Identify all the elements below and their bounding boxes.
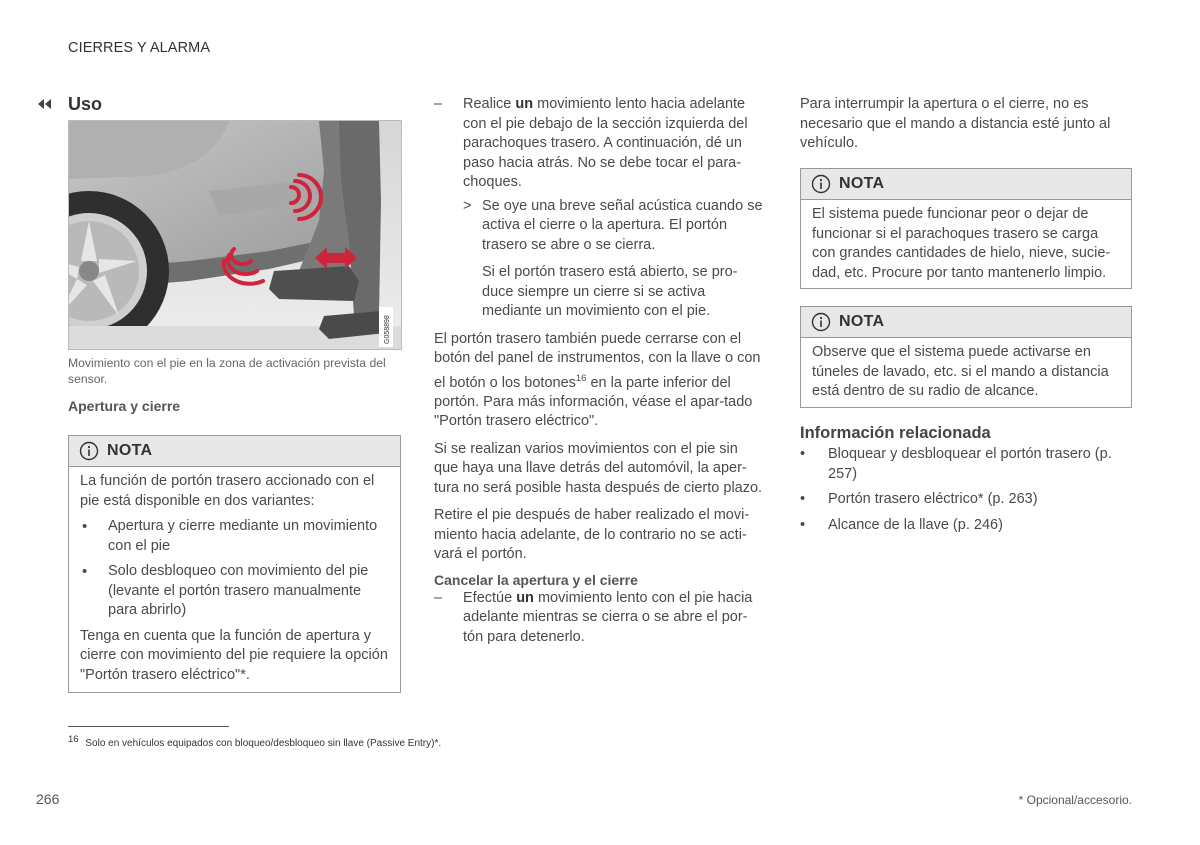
- section-heading: Uso: [68, 94, 103, 114]
- paragraph: Si se realizan varios movimientos con el pie sin que haya una llave detrás del automóvil, la aper-tura no será posible hasta después de cierto plazo.: [434, 440, 763, 496]
- footnote-ref[interactable]: 16: [575, 372, 587, 384]
- right-intro: Para interrumpir la apertura o el cierre, no es necesario que el mando a distancia esté junto al vehículo.: [800, 96, 1111, 151]
- section-header: CIERRES Y ALARMA: [68, 40, 211, 56]
- dash-mark: –: [434, 96, 443, 112]
- step-bold: un: [516, 589, 534, 606]
- para-text: El portón trasero también puede cerrarse con el botón del panel de instrumentos, con la llave o con el botón o los botones: [434, 330, 761, 391]
- footnote-text: Solo en vehículos equipados con bloqueo/desbloqueo sin llave (Passive Entry)*.: [85, 738, 442, 750]
- figure-caption: Movimiento con el pie en la zona de activación prevista del sensor.: [68, 356, 386, 386]
- info-icon: [811, 174, 831, 194]
- figure-code: G058898: [384, 315, 391, 344]
- footnote-number: 16: [68, 734, 79, 745]
- note-variant-list: [80, 517, 390, 621]
- paragraph: Retire el pie después de haber realizado el movi-miento hacia adelante, de lo contrario no se acti-vará el portón.: [434, 507, 750, 563]
- note-box-variants: [68, 435, 401, 693]
- step-text: Efectúe: [463, 589, 517, 606]
- para-text: en la parte inferior del portón. Para más información, véase el apar-tado "Portón trasero eléctrico".: [434, 374, 753, 430]
- step-text: movimiento lento con el pie hacia adelante mientras se cierra o se abre el por-tón para detenerlo.: [463, 589, 753, 645]
- optional-accessory-note: * Opcional/accesorio.: [1018, 793, 1132, 807]
- step-item: [434, 95, 764, 193]
- note-box-carwash: [800, 306, 1132, 408]
- list-item: • Apertura y cierre mediante un movimiento con el pie: [80, 517, 390, 556]
- subheading-apertura: Apertura y cierre: [68, 398, 181, 414]
- middle-column: [434, 95, 764, 647]
- related-link[interactable]: • Alcance de la llave (p. 246): [800, 516, 1130, 536]
- note-intro: La función de portón trasero accionado con el pie está disponible en dos variantes:: [80, 473, 375, 509]
- related-links-list: [800, 445, 1130, 541]
- paragraph: [434, 330, 764, 432]
- result-mark: >: [463, 197, 472, 214]
- dash-mark: –: [434, 589, 443, 606]
- note-header: [801, 307, 1131, 338]
- note-header: [69, 436, 400, 467]
- related-link[interactable]: • Bloquear y desbloquear el portón trasero (p. 257): [800, 445, 1130, 484]
- back-arrows-icon[interactable]: [36, 97, 54, 111]
- info-icon: [79, 441, 99, 461]
- step-bold: un: [515, 96, 534, 112]
- info-icon: [811, 312, 831, 332]
- note-header: [801, 169, 1131, 200]
- note-text: El sistema puede funcionar peor o dejar de funcionar si el parachoques trasero se carga con grandes cantidades de hielo, nieve, sucie-dad, etc. Procure por tanto mantenerlo limpio.: [812, 206, 1111, 281]
- related-link[interactable]: • Portón trasero eléctrico* (p. 263): [800, 490, 1130, 510]
- footnote: [68, 734, 441, 749]
- note-outro: Tenga en cuenta que la función de apertura y cierre con movimiento del pie requiere la opción "Portón trasero eléctrico"*.: [80, 627, 388, 683]
- result-item: [434, 197, 764, 256]
- note-label: NOTA: [107, 442, 153, 460]
- note-text: Observe que el sistema puede activarse en túneles de lavado, etc. si el mando a distancia está dentro de su radio de alcance.: [812, 344, 1109, 399]
- footnote-divider: [68, 726, 229, 727]
- step-text: Realice: [463, 96, 516, 112]
- subheading-cancelar: Cancelar la apertura y el cierre: [434, 571, 638, 588]
- page-number: 266: [36, 791, 60, 807]
- result-note: Si el portón trasero está abierto, se pro-duce siempre un cierre si se activa mediante un movimiento con el pie.: [482, 264, 738, 319]
- note-label: NOTA: [839, 175, 885, 193]
- list-item: • Solo desbloqueo con movimiento del pie (levante el portón trasero manualmente para abrirlo): [80, 562, 390, 621]
- step-text: movimiento lento hacia adelante con el pie debajo de la sección izquierda del parachoques trasero. A continuación, dé un paso hacia atrás. No se debe tocar el para-choques.: [463, 96, 748, 190]
- step-item: [434, 589, 764, 648]
- related-info-heading: Información relacionada: [800, 424, 991, 442]
- result-text: Se oye una breve señal acústica cuando se activa el cierre o la apertura. El portón trasero se abre o se cierra.: [482, 197, 763, 253]
- illustration-foot-sensor: [68, 120, 402, 350]
- note-box-cleaning: [800, 168, 1132, 289]
- note-label: NOTA: [839, 313, 885, 331]
- car-bumper-foot-illustration: [69, 121, 401, 349]
